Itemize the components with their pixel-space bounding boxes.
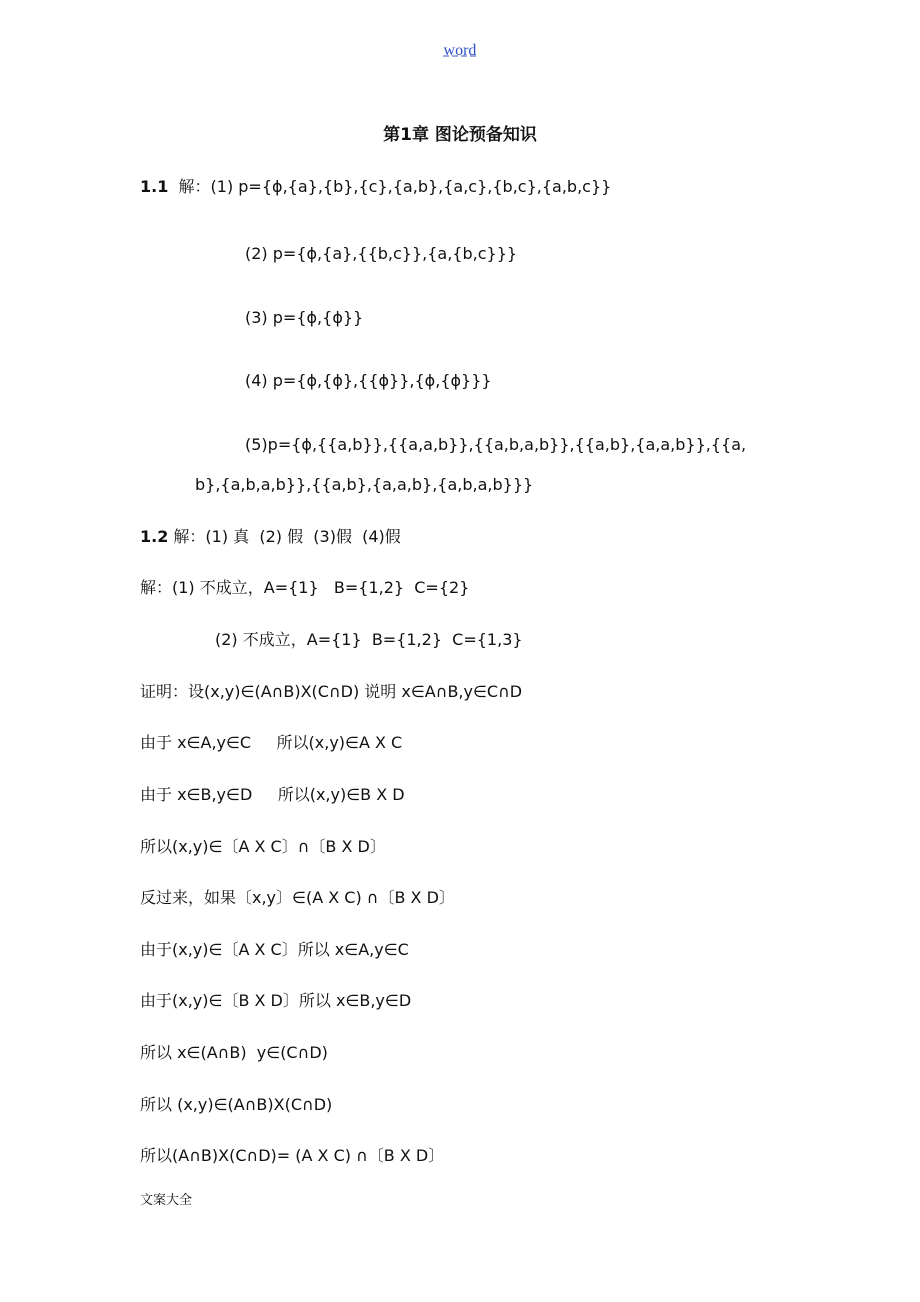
proof-line: 所以 x∈(A∩B) y∈(C∩D) xyxy=(140,1043,328,1062)
proof-line: 证明：设(x,y)∈(A∩B)X(C∩D) 说明 x∈A∩B,y∈C∩D xyxy=(140,682,523,701)
proof-line: 所以(x,y)∈〔A X C〕∩〔B X D〕 xyxy=(140,837,386,856)
proof-line: 由于(x,y)∈〔A X C〕所以 x∈A,y∈C xyxy=(140,940,409,959)
solution-line: (3) p={ϕ,{ϕ}} xyxy=(245,308,364,327)
solution-line: (2) 不成立，A={1} B={1,2} C={1,3} xyxy=(215,630,523,649)
solution-line: 解：(1) 不成立，A={1} B={1,2} C={2} xyxy=(140,578,470,597)
exercise-1-2 xyxy=(140,527,401,547)
exercise-text: 解：(1) 真 (2) 假 (3)假 (4)假 xyxy=(168,527,401,546)
proof-line: 所以 (x,y)∈(A∩B)X(C∩D) xyxy=(140,1095,333,1114)
proof-line: 反过来，如果〔x,y〕∈(A X C) ∩〔B X D〕 xyxy=(140,888,455,907)
page-footer: 文案大全 xyxy=(140,1193,193,1208)
exercise-number: 1.1 xyxy=(140,177,169,196)
solution-line: b},{a,b,a,b}},{{a,b},{a,a,b},{a,b,a,b}}} xyxy=(195,475,534,494)
proof-line: 由于(x,y)∈〔B X D〕所以 x∈B,y∈D xyxy=(140,991,412,1010)
proof-line: 由于 x∈A,y∈C 所以(x,y)∈A X C xyxy=(140,733,403,752)
exercise-text: 解：(1) p={ϕ,{a},{b},{c},{a,b},{a,c},{b,c},{a,b,c}} xyxy=(168,177,612,196)
proof-line: 由于 x∈B,y∈D 所以(x,y)∈B X D xyxy=(140,785,405,804)
page-header xyxy=(0,42,920,60)
exercise-1-1 xyxy=(140,177,611,197)
solution-line: (2) p={ϕ,{a},{{b,c}},{a,{b,c}}} xyxy=(245,244,518,263)
exercise-number: 1.2 xyxy=(140,527,169,546)
header-word-link[interactable]: word xyxy=(443,42,477,59)
proof-line: 所以(A∩B)X(C∩D)= (A X C) ∩〔B X D〕 xyxy=(140,1146,445,1165)
solution-line: (5)p={ϕ,{{a,b}},{{a,a,b}},{{a,b,a,b}},{{a,b},{a,a,b}},{{a, xyxy=(245,435,747,454)
chapter-title: 第1章 图论预备知识 xyxy=(383,125,537,145)
solution-line: (4) p={ϕ,{ϕ},{{ϕ}},{ϕ,{ϕ}}} xyxy=(245,371,492,390)
